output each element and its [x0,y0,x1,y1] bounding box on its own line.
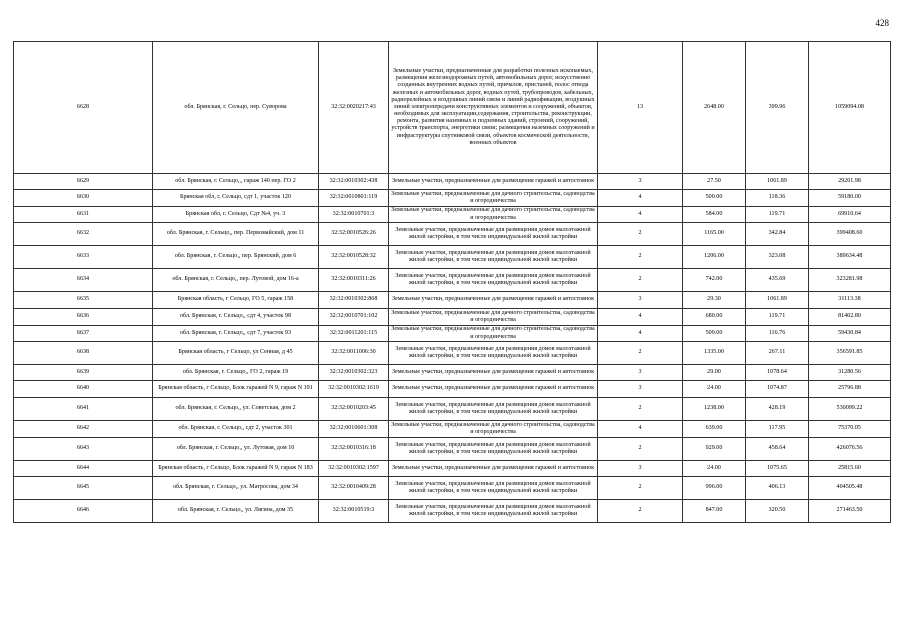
area-cell: 27.50 [683,174,746,190]
cadastral-number-cell: 32:32:0010203:45 [319,398,389,421]
address-cell: Брянская область, г Сельцо, Блок гаражей N 9, гараж N 183 [153,461,319,477]
unit-value-cell: 320.50 [746,500,809,523]
area-cell: 847.00 [683,500,746,523]
area-cell: 24.00 [683,381,746,398]
area-cell: 509.00 [683,326,746,342]
cadastral-value-cell: 29201.98 [809,174,891,190]
cadastral-value-cell: 59430.84 [809,326,891,342]
table-row [14,309,891,326]
area-cell: 1206.00 [683,246,746,269]
cadastral-number-cell: 32:32:0010701:3 [319,207,389,223]
row-number: 6629 [14,174,153,190]
unit-value-cell: 399.96 [746,42,809,174]
row-number: 6634 [14,269,153,292]
unit-value-cell: 323.08 [746,246,809,269]
table-row [14,246,891,269]
cadastral-number-cell: 32:32:0010302:323 [319,365,389,381]
address-cell: Брянская область, г Сельцо, ГО 5, гараж 158 [153,292,319,309]
cadastral-value-cell: 25796.88 [809,381,891,398]
address-cell: обл. Брянская, г. Сельцо,, сдт 7, участок 93 [153,326,319,342]
row-number: 6640 [14,381,153,398]
land-use-cell: Земельные участки, предназначенные для дачного строительства, садоводства и огородничества [389,421,598,438]
cadastral-value-cell: 81402.80 [809,309,891,326]
land-use-cell: Земельные участки, предназначенные для размещения домов малоэтажной жилой застройки, в том числе индивидуальной жилой застройки [389,223,598,246]
table-row [14,190,891,207]
unit-value-cell: 406.13 [746,477,809,500]
row-number: 6645 [14,477,153,500]
cadastral-value-cell: 69910.64 [809,207,891,223]
cadastral-value-cell: 25815.60 [809,461,891,477]
area-cell: 680.00 [683,309,746,326]
group-cell: 2 [598,438,683,461]
cadastral-number-cell: 32:32:0010519:3 [319,500,389,523]
row-number: 6643 [14,438,153,461]
group-cell: 3 [598,381,683,398]
table-row [14,342,891,365]
group-cell: 2 [598,269,683,292]
land-registry-table [13,41,891,523]
group-cell: 3 [598,365,683,381]
unit-value-cell: 1074.87 [746,381,809,398]
row-number: 6631 [14,207,153,223]
address-cell: обл. Брянская, г. Сельцо,, пер. Лутовой, дом 16-а [153,269,319,292]
unit-value-cell: 428.19 [746,398,809,421]
group-cell: 2 [598,246,683,269]
cadastral-number-cell: 32:32:0010409:28 [319,477,389,500]
address-cell: обл. Брянская, г. Сельцо,, пер. Брянский, дом 6 [153,246,319,269]
table-row [14,500,891,523]
land-use-cell: Земельные участки, предназначенные для дачного строительства, садоводства и огородничества [389,190,598,207]
cadastral-value-cell: 31113.38 [809,292,891,309]
row-number: 6630 [14,190,153,207]
row-number: 6636 [14,309,153,326]
table-row [14,438,891,461]
group-cell: 2 [598,398,683,421]
row-number: 6633 [14,246,153,269]
area-cell: 500.00 [683,190,746,207]
unit-value-cell: 1075.65 [746,461,809,477]
land-use-cell: Земельные участки, предназначенные для размещения домов малоэтажной жилой застройки, в том числе индивидуальной жилой застройки [389,438,598,461]
unit-value-cell: 342.84 [746,223,809,246]
cadastral-value-cell: 1059094.08 [809,42,891,174]
cadastral-value-cell: 271463.50 [809,500,891,523]
area-cell: 996.00 [683,477,746,500]
cadastral-number-cell: 32:32:0010302:438 [319,174,389,190]
land-use-cell: Земельные участки, предназначенные для дачного строительства, садоводства и огородничества [389,309,598,326]
cadastral-value-cell: 389634.48 [809,246,891,269]
address-cell: Брянская область, г Сельцо, ул Сенная, д 45 [153,342,319,365]
cadastral-number-cell: 32:32:0010302:1619 [319,381,389,398]
area-cell: 1238.00 [683,398,746,421]
group-cell: 2 [598,500,683,523]
unit-value-cell: 118.36 [746,190,809,207]
unit-value-cell: 1061.89 [746,174,809,190]
cadastral-value-cell: 323281.98 [809,269,891,292]
area-cell: 29.00 [683,365,746,381]
address-cell: обл. Брянская, г. Сельцо,, пер. Первомайский, дом 11 [153,223,319,246]
land-use-cell: Земельные участки, предназначенные для размещения домов малоэтажной жилой застройки, в том числе индивидуальной жилой застройки [389,269,598,292]
cadastral-number-cell: 32:32:0010302:868 [319,292,389,309]
land-use-cell: Земельные участки, предназначенные для дачного строительства, садоводства и огородничества [389,207,598,223]
area-cell: 742.00 [683,269,746,292]
cadastral-number-cell: 32:32:0020217:43 [319,42,389,174]
cadastral-value-cell: 399408.60 [809,223,891,246]
address-cell: Брянская область, г Сельцо, Блок гаражей N 9, гараж N 191 [153,381,319,398]
cadastral-number-cell: 32:32:0010701:102 [319,309,389,326]
land-use-cell: Земельные участки, предназначенные для разработки полезных ископаемых, размещения железнодорожных путей, автомобильных дорог, искусственно созданных внутренних водных путей, причалов, пристаней, полос отвода железных и автомобильных дорог, водных путей, трубопроводов, кабельных, радиорелейных и воздушных линий связи и линий радиофикации, воздушных линий электропередачи конструктивных элементов и сооружений, объектов, необходимых для эксплуатации,содержания, строительства, реконструкции, ремонта, развития наземных и подземных зданий, строений, сооружений, устройств транспорта, энергетики связи; размещения наземных сооружений и инфраструктуры спутниковой связи, объектов космической деятельности, военных объектов [389,42,598,174]
land-use-cell: Земельные участки, предназначенные для размещения гаражей и автостоянок [389,461,598,477]
group-cell: 4 [598,207,683,223]
cadastral-value-cell: 31280.56 [809,365,891,381]
land-use-cell: Земельные участки, предназначенные для размещения гаражей и автостоянок [389,292,598,309]
group-cell: 3 [598,174,683,190]
address-cell: обл. Брянская, г. Сельцо,, ул. Лягина, дом 35 [153,500,319,523]
row-number: 6644 [14,461,153,477]
area-cell: 1335.00 [683,342,746,365]
row-number: 6635 [14,292,153,309]
address-cell: обл. Брянская, г. Сельцо,, ГО 2, гараж 19 [153,365,319,381]
group-cell: 3 [598,292,683,309]
address-cell: обл. Брянская, г. Сельцо,, сдт 4, участок 98 [153,309,319,326]
group-cell: 4 [598,326,683,342]
cadastral-number-cell: 32:32:0010316:18 [319,438,389,461]
row-number: 6638 [14,342,153,365]
table-row [14,174,891,190]
group-cell: 4 [598,190,683,207]
table-row [14,421,891,438]
cadastral-number-cell: 32:32:0010801:119 [319,190,389,207]
cadastral-value-cell: 75370.05 [809,421,891,438]
cadastral-value-cell: 404505.48 [809,477,891,500]
row-number: 6632 [14,223,153,246]
area-cell: 639.00 [683,421,746,438]
land-use-cell: Земельные участки, предназначенные для размещения домов малоэтажной жилой застройки, в том числе индивидуальной жилой застройки [389,500,598,523]
cadastral-value-cell: 59180.00 [809,190,891,207]
cadastral-value-cell: 530099.22 [809,398,891,421]
group-cell: 2 [598,223,683,246]
row-number: 6642 [14,421,153,438]
row-number: 6637 [14,326,153,342]
unit-value-cell: 119.71 [746,309,809,326]
group-cell: 4 [598,421,683,438]
table-row [14,398,891,421]
cadastral-number-cell: 32:32:0011201:115 [319,326,389,342]
table-body [14,42,891,523]
address-cell: обл. Брянская, г. Сельцо,, ул. Советская, дом 2 [153,398,319,421]
cadastral-number-cell: 32:32:0010526:26 [319,223,389,246]
group-cell: 3 [598,461,683,477]
area-cell: 584.00 [683,207,746,223]
unit-value-cell: 119.71 [746,207,809,223]
cadastral-number-cell: 32:32:0011006:30 [319,342,389,365]
cadastral-number-cell: 32:32:0010601:308 [319,421,389,438]
address-cell: обл. Брянская, г. Сельцо,,, гараж 140 пер. ГО 2 [153,174,319,190]
group-cell: 2 [598,342,683,365]
group-cell: 2 [598,477,683,500]
land-use-cell: Земельные участки, предназначенные для размещения гаражей и автостоянок [389,365,598,381]
table-row [14,207,891,223]
row-number: 6628 [14,42,153,174]
unit-value-cell: 267.11 [746,342,809,365]
address-cell: Брянская обл, г. Сельцо, Сдт №4, уч. 3 [153,207,319,223]
table-row [14,326,891,342]
land-use-cell: Земельные участки, предназначенные для размещения гаражей и автостоянок [389,174,598,190]
area-cell: 929.00 [683,438,746,461]
address-cell: обл. Брянская, г. Сельцо,, сдт 2, участок 301 [153,421,319,438]
row-number: 6639 [14,365,153,381]
area-cell: 1165.00 [683,223,746,246]
unit-value-cell: 116.76 [746,326,809,342]
area-cell: 2648.00 [683,42,746,174]
address-cell: обл. Брянская, г. Сельцо,, ул. Лутовая, дом 10 [153,438,319,461]
address-cell: обл. Брянская, г. Сельцо,, ул. Матросова, дом 34 [153,477,319,500]
page-number: 428 [875,18,889,28]
address-cell: обл. Брянская, г. Сельцо, пер. Суворова [153,42,319,174]
unit-value-cell: 458.64 [746,438,809,461]
table-row [14,223,891,246]
land-use-cell: Земельные участки, предназначенные для размещения домов малоэтажной жилой застройки, в том числе индивидуальной жилой застройки [389,398,598,421]
unit-value-cell: 1078.64 [746,365,809,381]
unit-value-cell: 1061.89 [746,292,809,309]
table-row [14,477,891,500]
cadastral-number-cell: 32:32:0010311:26 [319,269,389,292]
cadastral-value-cell: 356591.85 [809,342,891,365]
cadastral-number-cell: 32:32:0010302:1597 [319,461,389,477]
row-number: 6641 [14,398,153,421]
area-cell: 24.00 [683,461,746,477]
table-row [14,42,891,174]
table-row [14,292,891,309]
table-row [14,381,891,398]
land-use-cell: Земельные участки, предназначенные для дачного строительства, садоводства и огородничества [389,326,598,342]
land-use-cell: Земельные участки, предназначенные для размещения домов малоэтажной жилой застройки, в том числе индивидуальной жилой застройки [389,342,598,365]
group-cell: 4 [598,309,683,326]
group-cell: 13 [598,42,683,174]
address-cell: Брянская обл, г. Сельцо, сдт 1, участок 120 [153,190,319,207]
unit-value-cell: 435.69 [746,269,809,292]
table-row [14,461,891,477]
cadastral-number-cell: 32:32:0010528:32 [319,246,389,269]
land-use-cell: Земельные участки, предназначенные для размещения домов малоэтажной жилой застройки, в том числе индивидуальной жилой застройки [389,246,598,269]
land-use-cell: Земельные участки, предназначенные для размещения домов малоэтажной жилой застройки, в том числе индивидуальной жилой застройки [389,477,598,500]
table-row [14,269,891,292]
land-use-cell: Земельные участки, предназначенные для размещения гаражей и автостоянок [389,381,598,398]
unit-value-cell: 117.95 [746,421,809,438]
table-row [14,365,891,381]
row-number: 6646 [14,500,153,523]
area-cell: 29.30 [683,292,746,309]
cadastral-value-cell: 426076.56 [809,438,891,461]
